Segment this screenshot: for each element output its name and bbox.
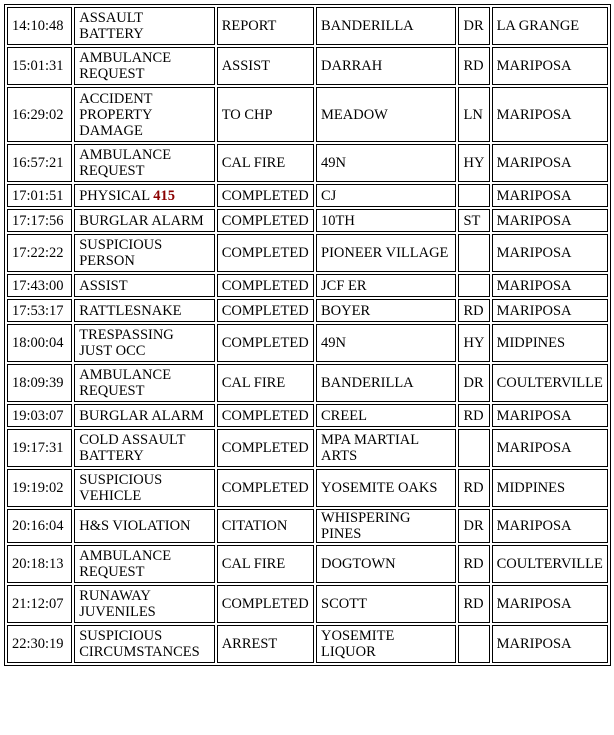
city-text: MARIPOSA (496, 277, 572, 294)
call-log-body (7, 7, 608, 663)
disposition-cell (217, 209, 314, 232)
street-suffix-text: RD (463, 480, 484, 496)
street-suffix-cell (458, 509, 489, 543)
street-suffix-cell (458, 545, 489, 583)
table-row (7, 364, 608, 402)
city-text: MARIPOSA (496, 106, 572, 123)
time-cell (7, 324, 72, 362)
street-cell (316, 625, 456, 663)
street-cell (316, 47, 456, 85)
city-text: MARIPOSA (496, 155, 572, 171)
city-text: MARIPOSA (496, 58, 572, 74)
disposition-text: COMPLETED (221, 480, 309, 496)
call-type-cell (74, 469, 214, 507)
street-cell (316, 144, 456, 182)
city-text: MARIPOSA (496, 440, 572, 456)
call-type-text: AMBULANCE REQUEST (79, 147, 172, 179)
city-cell (492, 469, 608, 507)
time-cell (7, 545, 72, 583)
table-row (7, 324, 608, 362)
street-suffix-cell (458, 274, 489, 297)
disposition-cell (217, 404, 314, 427)
time-cell (7, 184, 72, 207)
street-cell (316, 585, 456, 623)
street-text: 10TH (321, 212, 355, 229)
disposition-text: COMPLETED (221, 187, 309, 204)
street-suffix-text: HY (463, 335, 485, 351)
disposition-cell (217, 47, 314, 85)
call-type-cell (74, 545, 214, 583)
street-suffix-cell (458, 87, 489, 142)
call-type-cell (74, 144, 214, 182)
street-cell (316, 404, 456, 427)
street-suffix-cell (458, 429, 489, 467)
disposition-cell (217, 234, 314, 272)
street-suffix-text: RD (463, 596, 484, 612)
call-type-cell (74, 274, 214, 297)
city-cell (492, 274, 608, 297)
street-suffix-cell (458, 184, 489, 207)
street-cell (316, 184, 456, 207)
time-cell (7, 144, 72, 182)
time-cell (7, 429, 72, 467)
city-cell (492, 47, 608, 85)
disposition-cell (217, 545, 314, 583)
call-type-text: PHYSICAL (79, 187, 150, 204)
street-suffix-cell (458, 585, 489, 623)
call-type-cell (74, 47, 214, 85)
street-suffix-text: RD (463, 58, 484, 74)
call-type-text: RATTLESNAKE (79, 302, 182, 319)
call-type-cell (74, 7, 214, 45)
call-type-text: SUSPICIOUS PERSON (79, 237, 163, 269)
street-suffix-text: DR (463, 375, 484, 391)
time-text: 18:00:04 (12, 335, 64, 351)
street-text: 49N (321, 335, 346, 351)
street-cell (316, 324, 456, 362)
street-cell (316, 509, 456, 543)
table-row (7, 429, 608, 467)
call-type-cell (74, 209, 214, 232)
call-type-text: TRESPASSING JUST OCC (79, 327, 174, 359)
street-suffix-cell (458, 7, 489, 45)
call-type-text: ASSAULT BATTERY (79, 10, 144, 42)
disposition-text: CITATION (221, 518, 288, 534)
street-cell (316, 364, 456, 402)
city-text: MARIPOSA (496, 596, 572, 612)
city-text: MARIPOSA (496, 245, 572, 261)
city-cell (492, 144, 608, 182)
call-type-cell (74, 324, 214, 362)
city-cell (492, 184, 608, 207)
time-text: 21:12:07 (12, 596, 64, 612)
disposition-text: COMPLETED (221, 212, 309, 229)
city-cell (492, 625, 608, 663)
time-text: 17:17:56 (12, 212, 64, 229)
table-row (7, 274, 608, 297)
time-text: 18:09:39 (12, 375, 64, 391)
call-type-cell (74, 364, 214, 402)
table-row (7, 469, 608, 507)
disposition-text: REPORT (221, 18, 277, 34)
disposition-cell (217, 469, 314, 507)
table-row (7, 625, 608, 663)
call-type-cell (74, 299, 214, 322)
city-text: MARIPOSA (496, 187, 572, 204)
street-suffix-text: RD (463, 407, 484, 424)
street-text: MPA MARTIAL ARTS (321, 432, 419, 464)
street-suffix-cell (458, 47, 489, 85)
street-text: PIONEER VILLAGE (321, 245, 449, 261)
call-type-text: H&S VIOLATION (79, 518, 191, 534)
time-cell (7, 585, 72, 623)
street-cell (316, 274, 456, 297)
disposition-text: COMPLETED (221, 407, 309, 424)
disposition-text: COMPLETED (221, 596, 309, 612)
city-cell (492, 404, 608, 427)
time-text: 17:53:17 (12, 302, 64, 319)
time-cell (7, 469, 72, 507)
disposition-text: CAL FIRE (221, 375, 286, 391)
disposition-cell (217, 324, 314, 362)
time-cell (7, 209, 72, 232)
call-type-cell (74, 429, 214, 467)
call-type-text: COLD ASSAULT BATTERY (79, 432, 186, 464)
table-row (7, 545, 608, 583)
city-cell (492, 364, 608, 402)
street-cell (316, 299, 456, 322)
disposition-cell (217, 87, 314, 142)
call-type-text: BURGLAR ALARM (79, 212, 204, 229)
street-text: DARRAH (321, 58, 383, 74)
street-text: MEADOW (321, 106, 388, 123)
city-text: MARIPOSA (496, 302, 572, 319)
city-text: LA GRANGE (496, 18, 580, 34)
street-text: YOSEMITE OAKS (321, 480, 438, 496)
street-text: YOSEMITE LIQUOR (321, 628, 395, 660)
time-text: 14:10:48 (12, 18, 64, 34)
time-cell (7, 87, 72, 142)
street-suffix-cell (458, 299, 489, 322)
street-text: SCOTT (321, 596, 367, 612)
disposition-text: ASSIST (221, 58, 271, 74)
time-cell (7, 274, 72, 297)
call-type-text: ASSIST (79, 277, 128, 294)
disposition-cell (217, 299, 314, 322)
disposition-text: CAL FIRE (221, 155, 286, 171)
time-text: 20:16:04 (12, 518, 64, 534)
call-type-cell (74, 585, 214, 623)
street-text: JCF ER (321, 277, 367, 294)
call-type-text: AMBULANCE REQUEST (79, 367, 172, 399)
street-suffix-text: DR (463, 518, 484, 534)
time-cell (7, 7, 72, 45)
city-text: COULTERVILLE (496, 375, 603, 391)
city-cell (492, 87, 608, 142)
call-type-cell (74, 87, 214, 142)
table-row (7, 144, 608, 182)
city-cell (492, 585, 608, 623)
street-cell (316, 234, 456, 272)
call-type-text: AMBULANCE REQUEST (79, 548, 172, 580)
street-suffix-text: ST (463, 212, 481, 229)
street-suffix-cell (458, 209, 489, 232)
street-text: 49N (321, 155, 346, 171)
table-row (7, 404, 608, 427)
call-type-text: AMBULANCE REQUEST (79, 50, 172, 82)
table-row (7, 299, 608, 322)
street-suffix-cell (458, 144, 489, 182)
disposition-text: COMPLETED (221, 277, 309, 294)
time-text: 20:18:13 (12, 556, 64, 572)
table-row (7, 7, 608, 45)
city-cell (492, 209, 608, 232)
street-cell (316, 87, 456, 142)
street-suffix-text: HY (463, 155, 485, 171)
street-text: WHISPERING PINES (321, 510, 411, 542)
call-type-cell (74, 184, 214, 207)
street-text: CJ (321, 187, 337, 204)
disposition-cell (217, 184, 314, 207)
street-cell (316, 469, 456, 507)
street-cell (316, 7, 456, 45)
city-text: MIDPINES (496, 480, 566, 496)
time-cell (7, 625, 72, 663)
time-text: 15:01:31 (12, 58, 64, 74)
time-text: 22:30:19 (12, 636, 64, 652)
disposition-text: TO CHP (221, 106, 273, 123)
time-text: 16:29:02 (12, 106, 64, 123)
table-row (7, 47, 608, 85)
disposition-cell (217, 144, 314, 182)
table-row (7, 209, 608, 232)
disposition-text: ARREST (221, 636, 278, 652)
disposition-text: COMPLETED (221, 302, 309, 319)
call-type-cell (74, 625, 214, 663)
city-text: MARIPOSA (496, 212, 572, 229)
street-suffix-cell (458, 404, 489, 427)
time-text: 16:57:21 (12, 155, 64, 171)
street-cell (316, 209, 456, 232)
disposition-text: COMPLETED (221, 245, 309, 261)
call-type-text: SUSPICIOUS VEHICLE (79, 472, 163, 504)
street-suffix-cell (458, 324, 489, 362)
time-cell (7, 509, 72, 543)
city-text: MARIPOSA (496, 518, 572, 534)
call-type-cell (74, 234, 214, 272)
disposition-text: COMPLETED (221, 440, 309, 456)
city-text: MARIPOSA (496, 407, 572, 424)
city-cell (492, 509, 608, 543)
city-cell (492, 234, 608, 272)
street-text: BANDERILLA (321, 18, 414, 34)
time-cell (7, 234, 72, 272)
street-text: BOYER (321, 302, 371, 319)
city-text: MIDPINES (496, 335, 566, 351)
disposition-text: COMPLETED (221, 335, 309, 351)
street-suffix-cell (458, 469, 489, 507)
disposition-cell (217, 625, 314, 663)
street-text: DOGTOWN (321, 556, 396, 572)
time-text: 17:22:22 (12, 245, 64, 261)
time-text: 19:03:07 (12, 407, 64, 424)
city-cell (492, 299, 608, 322)
call-type-text: ACCIDENT PROPERTY DAMAGE (79, 90, 153, 139)
disposition-cell (217, 7, 314, 45)
table-row (7, 87, 608, 142)
street-suffix-cell (458, 234, 489, 272)
disposition-cell (217, 509, 314, 543)
street-cell (316, 545, 456, 583)
disposition-cell (217, 364, 314, 402)
city-cell (492, 324, 608, 362)
time-cell (7, 404, 72, 427)
time-text: 19:17:31 (12, 440, 64, 456)
time-text: 17:43:00 (12, 277, 64, 294)
table-row (7, 234, 608, 272)
call-type-cell (74, 404, 214, 427)
table-row (7, 184, 608, 207)
city-cell (492, 429, 608, 467)
street-cell (316, 429, 456, 467)
street-suffix-text: RD (463, 302, 484, 319)
street-text: BANDERILLA (321, 375, 414, 391)
street-suffix-text: DR (463, 18, 484, 34)
disposition-text: CAL FIRE (221, 556, 286, 572)
street-suffix-text: LN (463, 106, 483, 123)
street-suffix-cell (458, 364, 489, 402)
time-text: 19:19:02 (12, 480, 64, 496)
time-cell (7, 47, 72, 85)
table-row (7, 509, 608, 543)
street-suffix-cell (458, 625, 489, 663)
table-row (7, 585, 608, 623)
city-cell (492, 545, 608, 583)
city-text: COULTERVILLE (496, 556, 603, 572)
penal-code-text: 415 (153, 187, 175, 204)
city-text: MARIPOSA (496, 636, 572, 652)
call-log-table (4, 4, 611, 666)
street-suffix-text: RD (463, 556, 484, 572)
time-text: 17:01:51 (12, 187, 64, 204)
disposition-cell (217, 585, 314, 623)
city-cell (492, 7, 608, 45)
disposition-cell (217, 274, 314, 297)
street-text: CREEL (321, 407, 367, 424)
call-type-cell (74, 509, 214, 543)
time-cell (7, 299, 72, 322)
call-type-text: SUSPICIOUS CIRCUMSTANCES (79, 628, 200, 660)
disposition-cell (217, 429, 314, 467)
call-type-text: BURGLAR ALARM (79, 407, 204, 424)
call-type-text: RUNAWAY JUVENILES (79, 588, 156, 620)
time-cell (7, 364, 72, 402)
